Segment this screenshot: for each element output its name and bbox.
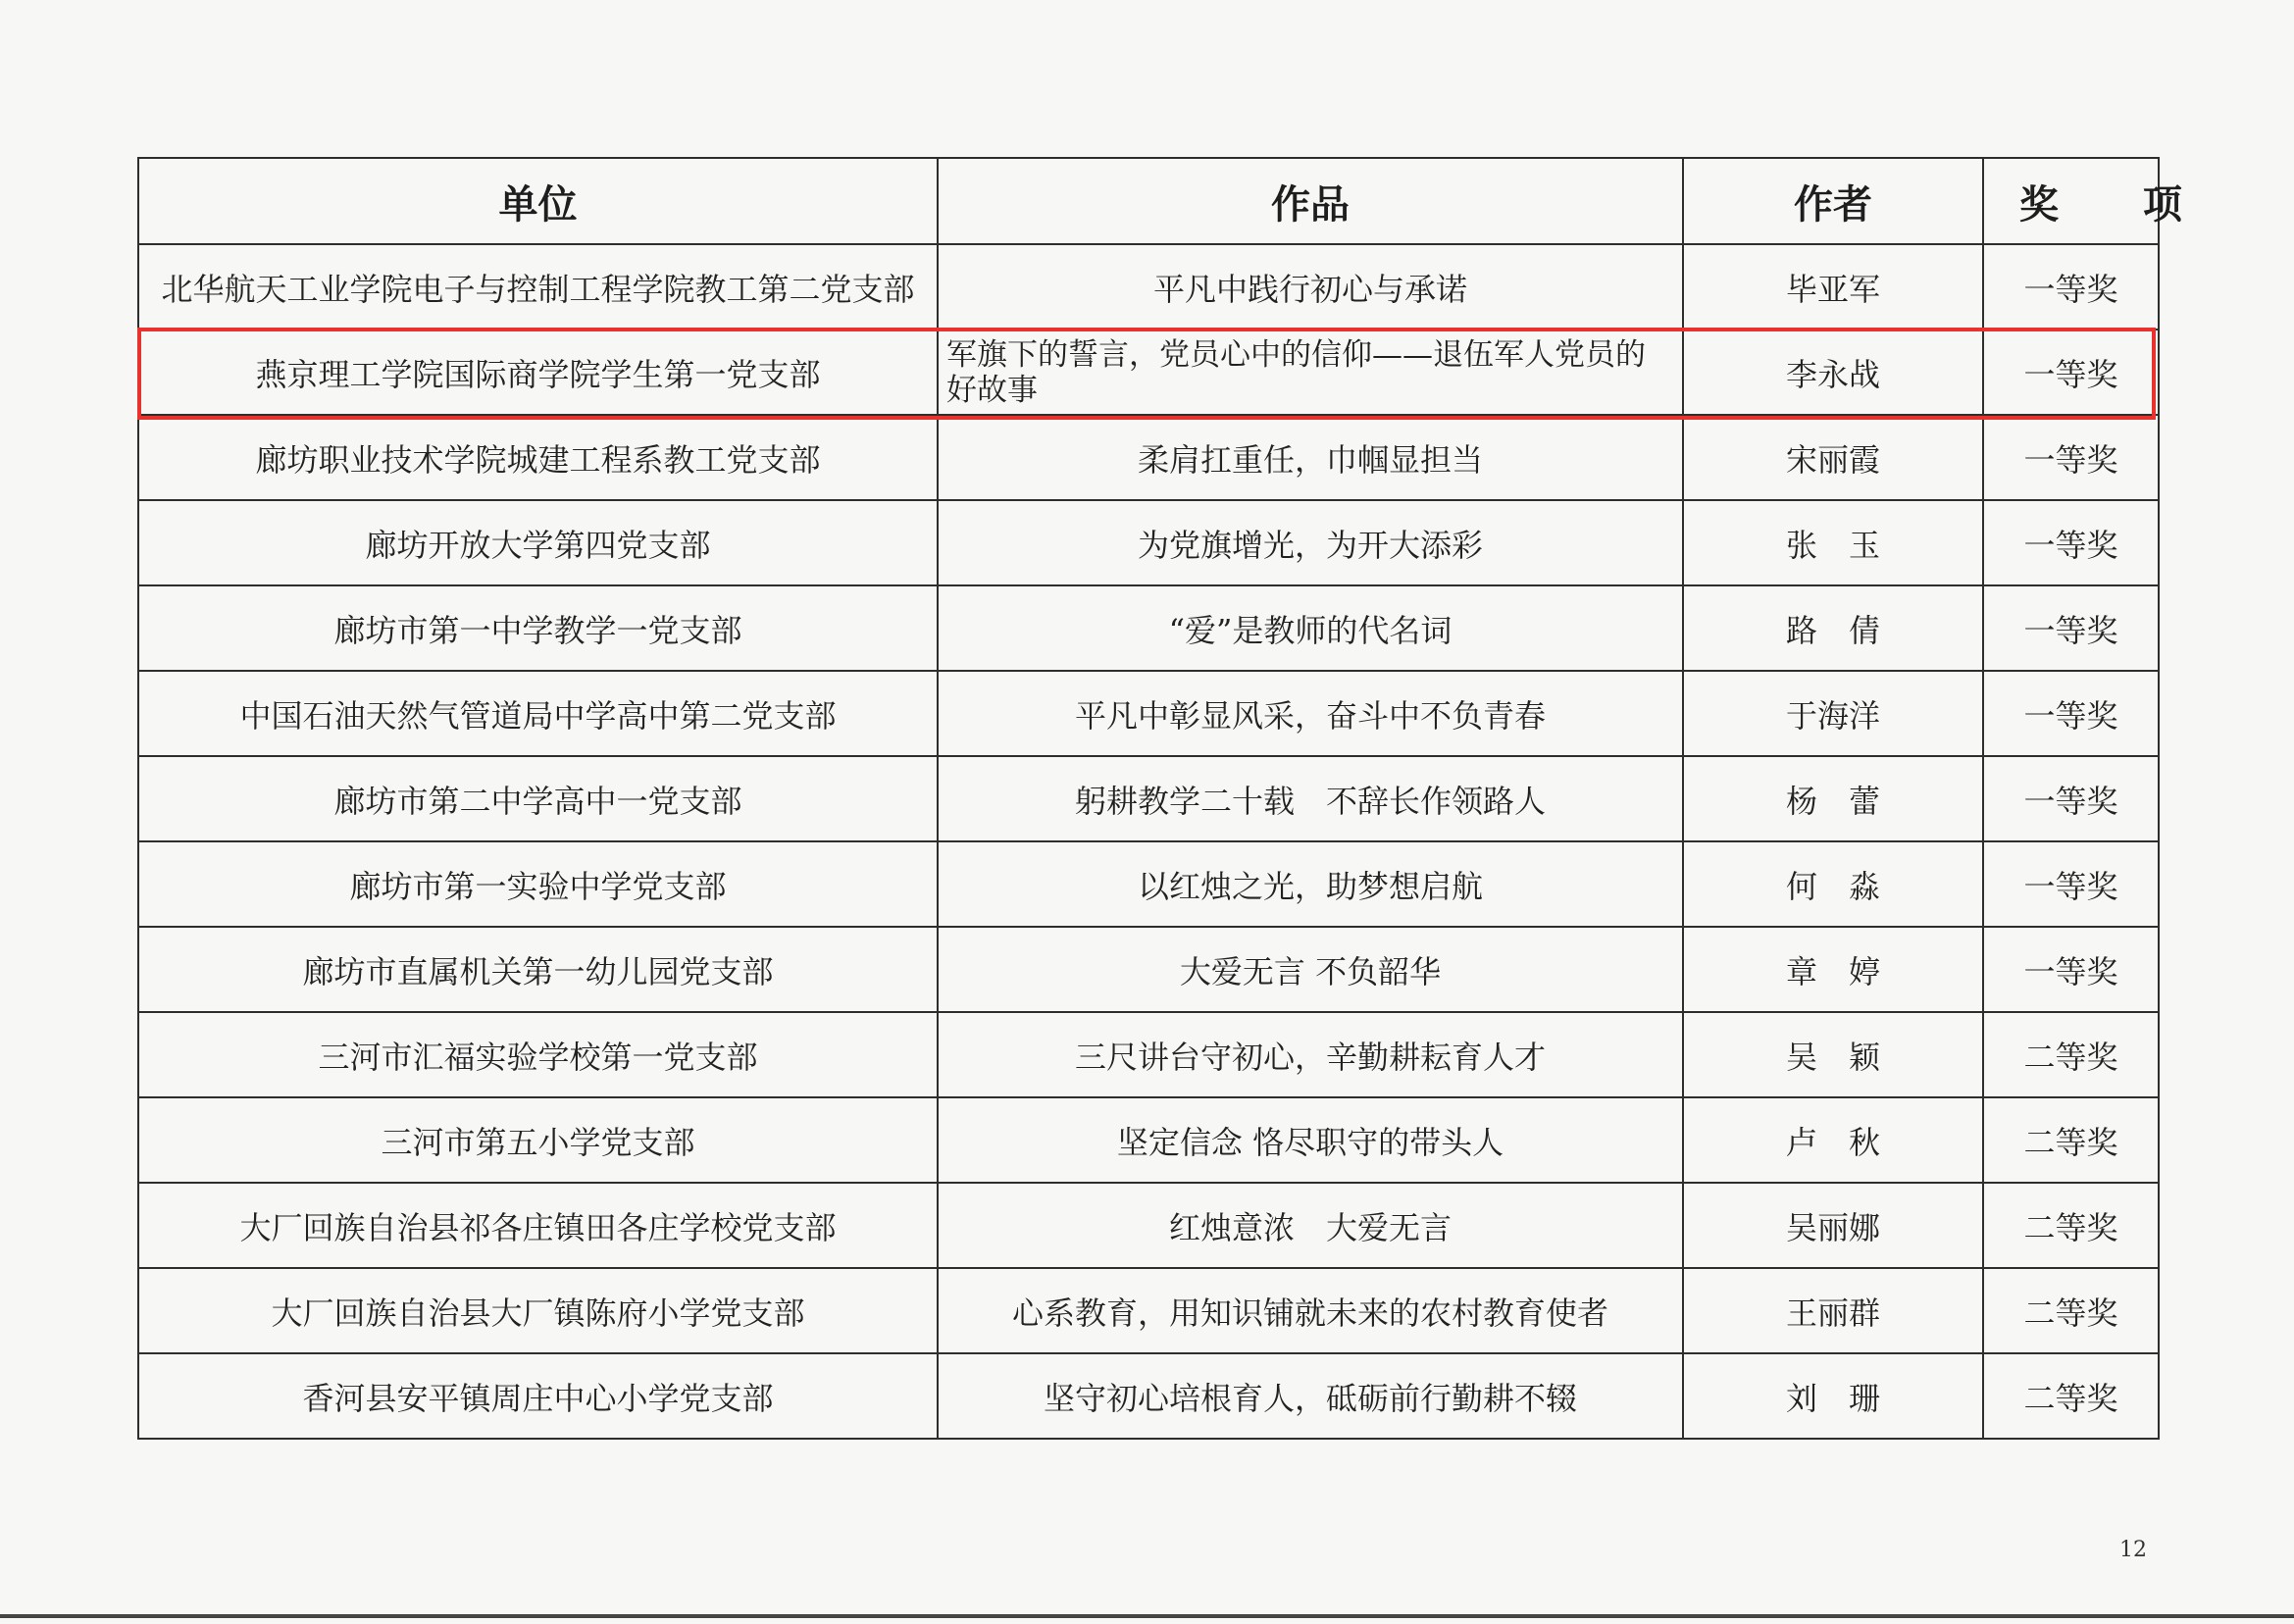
unit-cell: 廊坊市直属机关第一幼儿园党支部 — [138, 927, 938, 1012]
table-row — [138, 1268, 2159, 1353]
page-number: 12 — [2119, 1538, 2147, 1562]
unit-cell: 北华航天工业学院电子与控制工程学院教工第二党支部 — [138, 244, 938, 330]
author-cell: 毕亚军 — [1683, 244, 1983, 330]
award-table — [137, 157, 2218, 1440]
work-cell: 心系教育，用知识铺就未来的农村教育使者 — [938, 1268, 1683, 1353]
award-cell: 二等奖 — [1983, 1353, 2159, 1439]
award-cell: 二等奖 — [1983, 1012, 2159, 1097]
award-cell: 一等奖 — [1983, 415, 2159, 500]
unit-cell: 香河县安平镇周庄中心小学党支部 — [138, 1353, 938, 1439]
table-row — [138, 1353, 2159, 1439]
award-cell: 一等奖 — [1983, 671, 2159, 756]
unit-cell: 大厂回族自治县祁各庄镇田各庄学校党支部 — [138, 1183, 938, 1268]
author-cell: 章 婷 — [1683, 927, 1983, 1012]
work-cell: 为党旗增光，为开大添彩 — [938, 500, 1683, 585]
work-cell: 红烛意浓 大爱无言 — [938, 1183, 1683, 1268]
work-cell: 坚守初心培根育人，砥砺前行勤耕不辍 — [938, 1353, 1683, 1439]
work-cell: 坚定信念 恪尽职守的带头人 — [938, 1097, 1683, 1183]
unit-cell: 中国石油天然气管道局中学高中第二党支部 — [138, 671, 938, 756]
header-author: 作者 — [1683, 158, 1983, 244]
bottom-rule — [0, 1614, 2294, 1618]
award-cell: 一等奖 — [1983, 500, 2159, 585]
header-award: 奖 项 — [1983, 158, 2159, 244]
header-unit: 单位 — [138, 158, 938, 244]
table-row — [138, 841, 2159, 927]
unit-cell: 廊坊职业技术学院城建工程系教工党支部 — [138, 415, 938, 500]
author-cell: 李永战 — [1683, 330, 1983, 415]
table-row — [138, 1097, 2159, 1183]
unit-cell: 大厂回族自治县大厂镇陈府小学党支部 — [138, 1268, 938, 1353]
table-header-row — [138, 158, 2159, 244]
unit-cell: 廊坊市第二中学高中一党支部 — [138, 756, 938, 841]
author-cell: 吴丽娜 — [1683, 1183, 1983, 1268]
award-cell: 二等奖 — [1983, 1268, 2159, 1353]
author-cell: 路 倩 — [1683, 585, 1983, 671]
work-cell: 平凡中践行初心与承诺 — [938, 244, 1683, 330]
author-cell: 王丽群 — [1683, 1268, 1983, 1353]
award-cell: 一等奖 — [1983, 585, 2159, 671]
table-row — [138, 585, 2159, 671]
unit-cell: 燕京理工学院国际商学院学生第一党支部 — [138, 330, 938, 415]
author-cell: 于海洋 — [1683, 671, 1983, 756]
author-cell: 杨 蕾 — [1683, 756, 1983, 841]
table-row — [138, 756, 2159, 841]
unit-cell: 三河市汇福实验学校第一党支部 — [138, 1012, 938, 1097]
work-cell: 以红烛之光，助梦想启航 — [938, 841, 1683, 927]
award-cell: 一等奖 — [1983, 841, 2159, 927]
author-cell: 卢 秋 — [1683, 1097, 1983, 1183]
table-row — [138, 244, 2159, 330]
unit-cell: 廊坊市第一实验中学党支部 — [138, 841, 938, 927]
author-cell: 张 玉 — [1683, 500, 1983, 585]
award-cell: 二等奖 — [1983, 1183, 2159, 1268]
table-row — [138, 1012, 2159, 1097]
award-cell: 二等奖 — [1983, 1097, 2159, 1183]
work-cell: 三尺讲台守初心，辛勤耕耘育人才 — [938, 1012, 1683, 1097]
table-row — [138, 1183, 2159, 1268]
author-cell: 吴 颖 — [1683, 1012, 1983, 1097]
author-cell: 刘 珊 — [1683, 1353, 1983, 1439]
table-row — [138, 671, 2159, 756]
work-cell: 柔肩扛重任，巾帼显担当 — [938, 415, 1683, 500]
award-cell: 一等奖 — [1983, 927, 2159, 1012]
work-cell: 军旗下的誓言，党员心中的信仰——退伍军人党员的好故事 — [938, 330, 1683, 415]
work-cell: “爱”是教师的代名词 — [938, 585, 1683, 671]
unit-cell: 廊坊开放大学第四党支部 — [138, 500, 938, 585]
header-work: 作品 — [938, 158, 1683, 244]
table-row — [138, 500, 2159, 585]
author-cell: 宋丽霞 — [1683, 415, 1983, 500]
table-row — [138, 927, 2159, 1012]
award-cell: 一等奖 — [1983, 330, 2159, 415]
author-cell: 何 淼 — [1683, 841, 1983, 927]
award-cell: 一等奖 — [1983, 244, 2159, 330]
award-cell: 一等奖 — [1983, 756, 2159, 841]
work-cell: 大爱无言 不负韶华 — [938, 927, 1683, 1012]
unit-cell: 三河市第五小学党支部 — [138, 1097, 938, 1183]
work-cell: 平凡中彰显风采，奋斗中不负青春 — [938, 671, 1683, 756]
table-row — [138, 415, 2159, 500]
table-row-highlighted — [138, 330, 2159, 415]
unit-cell: 廊坊市第一中学教学一党支部 — [138, 585, 938, 671]
work-cell: 躬耕教学二十载 不辞长作领路人 — [938, 756, 1683, 841]
